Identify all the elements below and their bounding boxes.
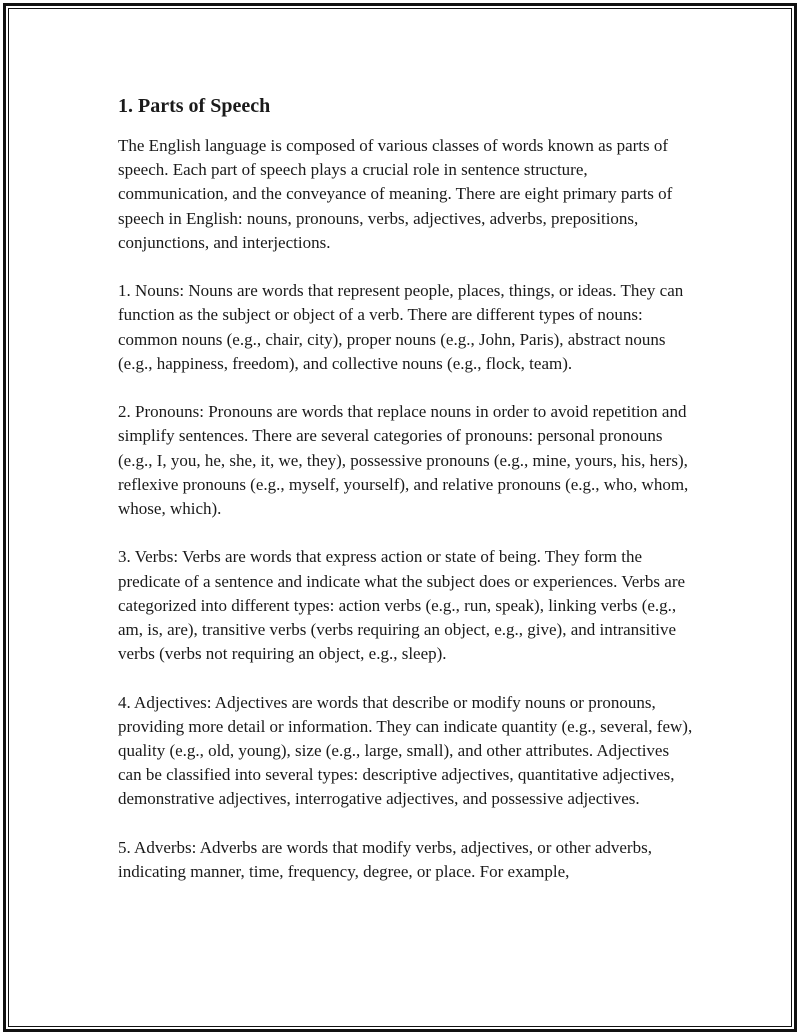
- section-heading: 1. Parts of Speech: [118, 95, 271, 117]
- paragraph-adverbs: 5. Adverbs: Adverbs are words that modify verbs, adjectives, or other adverbs, indicating manner, time, frequency, degree, or place. For example,: [118, 837, 652, 882]
- paragraph-intro: The English language is composed of various classes of words known as parts of speech. Each part of speech plays a crucial role in sentence structure, communication, and the conveyance of meaning. There are eight primary parts of speech in English: nouns, pronouns, verbs, adjectives, adverbs, prepositions, conjunctions, and interjections.: [118, 136, 673, 252]
- document-body: [118, 93, 693, 908]
- paragraph-adjectives: 4. Adjectives: Adjectives are words that describe or modify nouns or pronouns, providing more detail or information. They can indicate quantity (e.g., several, few), quality (e.g., old, young), size (e.g., large, small), and other attributes. Adjectives can be classified into several types: descriptive adjectives, quantitative adjectives, demonstrative adjectives, interrogative adjectives, and possessive adjectives.: [118, 692, 693, 809]
- paragraph-pronouns: 2. Pronouns: Pronouns are words that replace nouns in order to avoid repetition and simplify sentences. There are several categories of pronouns: personal pronouns (e.g., I, you, he, she, it, we, they), possessive pronouns (e.g., mine, yours, his, hers), reflexive pronouns (e.g., myself, yourself), and relative pronouns (e.g., who, whom, whose, which).: [118, 402, 689, 519]
- paragraph-nouns: 1. Nouns: Nouns are words that represent people, places, things, or ideas. They can function as the subject or object of a verb. There are different types of nouns: common nouns (e.g., chair, city), proper nouns (e.g., John, Paris), abstract nouns (e.g., happiness, freedom), and collective nouns (e.g., flock, team).: [118, 281, 684, 373]
- paragraph-verbs: 3. Verbs: Verbs are words that express action or state of being. They form the predicate of a sentence and indicate what the subject does or experiences. Verbs are categorized into different types: action verbs (e.g., run, speak), linking verbs (e.g., am, is, are), transitive verbs (verbs requiring an object, e.g., give), and intransitive verbs (verbs not requiring an object, e.g., sleep).: [118, 547, 686, 664]
